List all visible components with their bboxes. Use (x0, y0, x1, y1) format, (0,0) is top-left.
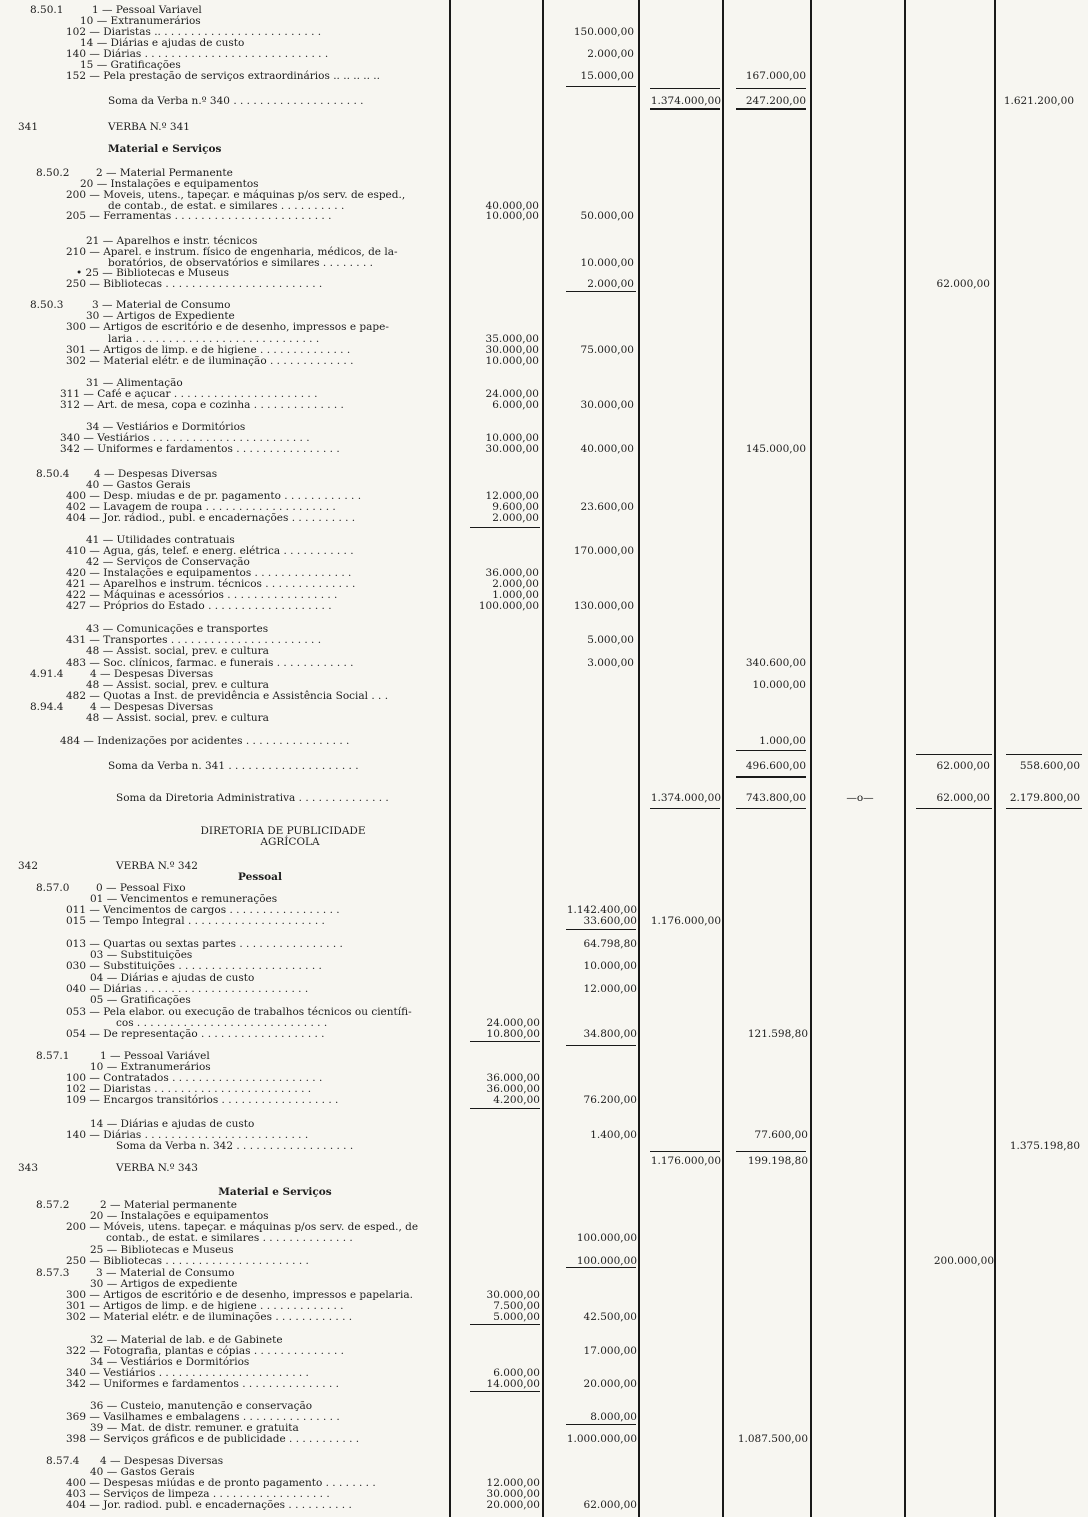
table-cell: 34.800,00 (583, 1028, 637, 1040)
table-cell: 14 — Diárias e ajudas de custo (80, 37, 245, 49)
table-cell: 398 — Serviços gráficos e de publicidade . . . . . . . . . . . (66, 1433, 360, 1445)
table-cell: Material e Serviços (108, 143, 222, 155)
table-cell: 311 — Café e açucar . . . . . . . . . . . . . . . . . . . . . . (60, 388, 318, 400)
table-cell: 10.000,00 (485, 432, 539, 444)
table-cell: 743.800,00 (745, 792, 806, 804)
table-cell: 8.000,00 (590, 1411, 637, 1423)
total-rule (470, 527, 540, 528)
total-rule (470, 1324, 540, 1325)
table-cell: Soma da Verba n. 341 . . . . . . . . . . . . . . . . . . . . (108, 760, 359, 772)
total-rule (566, 291, 636, 292)
table-cell: 100.000,00 (478, 600, 539, 612)
table-cell: 422 — Máquinas e acessórios . . . . . . . . . . . . . . . . . (66, 589, 338, 601)
total-rule (566, 929, 636, 930)
table-cell: 03 — Substituições (90, 949, 193, 961)
table-cell: 1.000,00 (759, 735, 806, 747)
table-cell: 30.000,00 (485, 443, 539, 455)
table-cell: 015 — Tempo Integral . . . . . . . . . . . . . . . . . . . . . (66, 915, 325, 927)
table-cell: 62.000,00 (583, 1499, 637, 1511)
table-row (0, 916, 1088, 927)
table-cell: 1.000.000,00 (566, 1433, 637, 1445)
table-cell: 39 — Mat. de distr. remuner. e gratuita (90, 1422, 299, 1434)
table-cell: 8.50.2 (36, 167, 70, 179)
table-cell: 4 — Despesas Diversas (90, 668, 214, 680)
table-cell: 40 — Gastos Gerais (86, 479, 191, 491)
table-row (0, 713, 1088, 724)
table-cell: 30.000,00 (485, 344, 539, 356)
table-cell: 30.000,00 (580, 399, 634, 411)
table-cell: 50.000,00 (580, 210, 634, 222)
total-rule (566, 1045, 636, 1046)
table-cell: 302 — Material elétr. e de iluminações . . . . . . . . . . . . (66, 1311, 353, 1323)
table-cell: 17.000,00 (583, 1345, 637, 1357)
table-cell: 33.600,00 (583, 915, 637, 927)
table-cell: 40 — Gastos Gerais (90, 1466, 195, 1478)
table-cell: 43 — Comunicações e transportes (86, 623, 269, 635)
table-cell: 040 — Diárias . . . . . . . . . . . . . . . . . . . . . . . . . (66, 983, 309, 995)
table-cell: 10.000,00 (583, 960, 637, 972)
table-cell: 42.500,00 (583, 1311, 637, 1323)
table-cell: 15.000,00 (580, 70, 634, 82)
table-cell: 301 — Artigos de limp. e de higiene . . . . . . . . . . . . . . (66, 344, 351, 356)
table-cell: 62.000,00 (936, 792, 990, 804)
table-cell: 4.91.4 (30, 668, 64, 680)
table-cell: contab., de estat. e similares . . . . . . . . . . . . . . (106, 1232, 353, 1244)
table-cell: 6.000,00 (492, 399, 539, 411)
table-cell: 8.57.1 (36, 1050, 70, 1062)
table-cell: 247.200,00 (745, 95, 806, 107)
table-cell: 558.600,00 (1019, 760, 1080, 772)
table-row (0, 444, 1088, 455)
table-cell: 10.000,00 (580, 257, 634, 269)
table-cell: 2 — Material permanente (100, 1199, 237, 1211)
table-cell: 152 — Pela prestação de serviços extraordinários .. .. .. .. .. (66, 70, 380, 82)
table-cell: 421 — Aparelhos e instrum. técnicos . . . . . . . . . . . . . . (66, 578, 356, 590)
table-cell: 36.000,00 (486, 1072, 540, 1084)
table-cell: 75.000,00 (580, 344, 634, 356)
table-cell: 484 — Indenizações por acidentes . . . . . . . . . . . . . . . . (60, 735, 350, 747)
table-cell: 8.94.4 (30, 701, 64, 713)
table-row (0, 96, 1088, 107)
table-cell: 250 — Bibliotecas . . . . . . . . . . . . . . . . . . . . . . . . (66, 278, 323, 290)
table-cell: 342 (18, 860, 39, 872)
table-cell: 8.57.3 (36, 1267, 70, 1279)
table-cell: 167.000,00 (745, 70, 806, 82)
table-cell: laria . . . . . . . . . . . . . . . . . . . . . . . . . . . . (108, 333, 320, 345)
table-cell: 340 — Vestiários . . . . . . . . . . . . . . . . . . . . . . . (66, 1367, 309, 1379)
table-cell: 200 — Móveis, utens. tapeçar. e máquinas p/os serv. de esped., de (66, 1221, 419, 1233)
table-cell: 76.200,00 (583, 1094, 637, 1106)
table-cell: 8.57.0 (36, 882, 70, 894)
table-row (0, 1095, 1088, 1106)
table-cell: 42 — Serviços de Conservação (86, 556, 250, 568)
table-cell: 340 — Vestiários . . . . . . . . . . . . . . . . . . . . . . . . (60, 432, 310, 444)
table-cell: de contab., de estat. e similares . . . . . . . . . . (108, 200, 345, 212)
table-cell: 4 — Despesas Diversas (100, 1455, 224, 1467)
table-cell: 2.000,00 (492, 578, 539, 590)
table-cell: 342 — Uniformes e fardamentos . . . . . . . . . . . . . . . . (60, 443, 340, 455)
table-cell: 34 — Vestiários e Dormitórios (90, 1356, 250, 1368)
table-cell: 20 — Instalações e equipamentos (90, 1210, 269, 1222)
table-cell: 013 — Quartas ou sextas partes . . . . . . . . . . . . . . . . (66, 938, 343, 950)
table-cell: 3.000,00 (587, 657, 634, 669)
table-row (0, 961, 1088, 972)
total-rule (1006, 754, 1082, 755)
table-cell: 400 — Desp. miudas e de pr. pagamento . . . . . . . . . . . . (66, 490, 362, 502)
table-row (0, 861, 1088, 872)
table-row (0, 995, 1088, 1006)
table-cell: 1.621.200,00 (1003, 95, 1074, 107)
table-cell: 2 — Material Permanente (96, 167, 233, 179)
table-row: DIRETORIA DE PUBLICIDADE (200, 825, 366, 837)
table-cell: 36.000,00 (486, 1083, 540, 1095)
table-cell: 5.000,00 (493, 1311, 540, 1323)
table-cell: Soma da Verba n.º 340 . . . . . . . . . . . . . . . . . . . . (108, 95, 364, 107)
table-cell: 14 — Diárias e ajudas de custo (90, 1118, 255, 1130)
table-cell: 483 — Soc. clínicos, farmac. e funerais . . . . . . . . . . . . (66, 657, 354, 669)
table-cell: 8.50.4 (36, 468, 70, 480)
table-row (0, 1500, 1088, 1511)
table-row (0, 356, 1088, 367)
table-cell: 054 — De representação . . . . . . . . . . . . . . . . . . . (66, 1028, 325, 1040)
table-row: Pessoal (238, 871, 282, 883)
table-cell: 4.200,00 (493, 1094, 540, 1106)
table-row: Soma da Diretoria Administrativa . . . . . . . . . . . . . . 1.374.000,00 743.800,00 —o— 62.000,00 2.179.800,00 (116, 792, 1080, 804)
table-cell: 20.000,00 (583, 1378, 637, 1390)
table-cell: 10 — Extranumerários (80, 15, 201, 27)
table-cell: 8.57.4 (46, 1455, 80, 1467)
total-rule (470, 1391, 540, 1392)
table-cell: 1.400,00 (590, 1129, 637, 1141)
table-cell: 0 — Pessoal Fixo (96, 882, 186, 894)
table-cell: 250 — Bibliotecas . . . . . . . . . . . . . . . . . . . . . . (66, 1255, 309, 1267)
table-cell: 25 — Bibliotecas e Museus (90, 1244, 234, 1256)
table-cell: 1.374.000,00 (650, 95, 721, 107)
table-cell: 24.000,00 (485, 388, 539, 400)
table-row (0, 211, 1088, 222)
table-row (0, 1312, 1088, 1323)
table-cell: 340.600,00 (745, 657, 806, 669)
table-cell: 7.500,00 (493, 1300, 540, 1312)
table-cell: 341 (18, 121, 39, 133)
table-cell: Soma da Diretoria Administrativa . . . . . . . . . . . . . . (116, 792, 389, 804)
table-cell: 30.000,00 (486, 1289, 540, 1301)
table-cell: 1 — Pessoal Variavel (92, 4, 202, 16)
table-cell: VERBA N.º 341 (108, 121, 190, 133)
table-cell: 30 — Artigos de Expediente (86, 310, 235, 322)
table-cell: 4 — Despesas Diversas (90, 701, 214, 713)
table-cell: 1.000,00 (492, 589, 539, 601)
table-cell: 40.000,00 (485, 200, 539, 212)
table-cell: 403 — Serviços de limpeza . . . . . . . . . . . . . . . . . . (66, 1488, 330, 1500)
table-cell: 482 — Quotas a Inst. de previdência e Assistência Social . . . (66, 690, 389, 702)
table-cell: 36 — Custeio, manutenção e conservação (90, 1400, 313, 1412)
total-rule (566, 86, 636, 87)
table-cell: 200 — Moveis, utens., tapeçar. e máquinas p/os serv. de esped., (66, 189, 406, 201)
table-cell: 100 — Contratados . . . . . . . . . . . . . . . . . . . . . . . (66, 1072, 323, 1084)
table-cell: 200.000,00 (933, 1255, 994, 1267)
table-cell: 1.374.000,00 (650, 792, 721, 804)
table-cell: 102 — Diaristas . . . . . . . . . . . . . . . . . . . . . . . . (66, 1083, 312, 1095)
table-cell: 410 — Agua, gás, telef. e energ. elétrica . . . . . . . . . . . (66, 545, 354, 557)
table-cell: 140 — Diárias . . . . . . . . . . . . . . . . . . . . . . . . . (66, 1129, 309, 1141)
table-cell: 030 — Substituições . . . . . . . . . . . . . . . . . . . . . . (66, 960, 322, 972)
table-cell: 8.50.3 (30, 299, 64, 311)
table-cell: 24.000,00 (486, 1017, 540, 1029)
table-cell: 130.000,00 (573, 600, 634, 612)
table-cell: 109 — Encargos transitórios . . . . . . . . . . . . . . . . . . (66, 1094, 339, 1106)
table-cell: 1.176.000,00 (650, 1155, 721, 1167)
total-rule (736, 88, 806, 89)
table-cell: boratórios, de observatórios e similares . . . . . . . . (108, 257, 373, 269)
table-cell: 102 — Diaristas .. . . . . . . . . . . . . . . . . . . . . . . . . (66, 26, 322, 38)
table-cell: 496.600,00 (745, 760, 806, 772)
table-cell: 431 — Transportes . . . . . . . . . . . . . . . . . . . . . . . (66, 634, 322, 646)
table-cell: 1.176.000,00 (650, 915, 721, 927)
table-cell: 12.000,00 (486, 1477, 540, 1489)
table-row (0, 646, 1088, 657)
table-cell: VERBA N.º 343 (116, 1162, 198, 1174)
table-cell: VERBA N.º 342 (116, 860, 198, 872)
table-cell: 140 — Diárias . . . . . . . . . . . . . . . . . . . . . . . . . . . . (66, 48, 329, 60)
table-cell: 21 — Aparelhos e instr. técnicos (86, 235, 258, 247)
table-cell: 402 — Lavagem de roupa . . . . . . . . . . . . . . . . . . . . (66, 501, 336, 513)
table-cell: 35.000,00 (485, 333, 539, 345)
table-cell: 199.198,80 (747, 1155, 808, 1167)
table-cell: 41 — Utilidades contratuais (86, 534, 235, 546)
table-cell: 6.000,00 (493, 1367, 540, 1379)
table-cell: 150.000,00 (573, 26, 634, 38)
table-row (0, 144, 1088, 155)
table-cell: 40.000,00 (580, 443, 634, 455)
table-cell: 12.000,00 (485, 490, 539, 502)
table-cell: 170.000,00 (573, 545, 634, 557)
table-cell: • 25 — Bibliotecas e Museus (76, 267, 230, 279)
table-cell: 20.000,00 (486, 1499, 540, 1511)
table-row (0, 1434, 1088, 1445)
total-rule (736, 750, 806, 751)
table-cell: 32 — Material de lab. e de Gabinete (90, 1334, 283, 1346)
total-rule (650, 88, 720, 89)
table-cell: 30 — Artigos de expediente (90, 1278, 238, 1290)
table-cell: 10.800,00 (486, 1028, 540, 1040)
table-row (0, 601, 1088, 612)
table-row (0, 513, 1088, 524)
table-row (0, 122, 1088, 133)
total-rule (736, 776, 806, 778)
total-rule (736, 808, 806, 809)
table-cell: 10.000,00 (485, 355, 539, 367)
table-row (0, 1379, 1088, 1390)
total-rule (470, 1041, 540, 1042)
table-cell: 05 — Gratificações (90, 994, 191, 1006)
table-cell: 10.000,00 (485, 210, 539, 222)
table-cell: 48 — Assist. social, prev. e cultura (86, 712, 269, 724)
table-cell: 77.600,00 (754, 1129, 808, 1141)
total-rule (650, 108, 720, 110)
table-cell: 322 — Fotografia, plantas e cópias . . . . . . . . . . . . . . (66, 1345, 344, 1357)
table-cell: 301 — Artigos de limp. e de higiene . . . . . . . . . . . . . (66, 1300, 344, 1312)
table-cell: 10.000,00 (752, 679, 806, 691)
table-cell: 2.179.800,00 (1009, 792, 1080, 804)
table-cell: 48 — Assist. social, prev. e cultura (86, 679, 269, 691)
table-cell: 369 — Vasilhames e embalagens . . . . . . . . . . . . . . . (66, 1411, 340, 1423)
table-cell: cos . . . . . . . . . . . . . . . . . . . . . . . . . . . . . (116, 1017, 328, 1029)
table-cell: 62.000,00 (936, 278, 990, 290)
table-row (0, 736, 1088, 747)
total-rule (916, 754, 992, 755)
table-cell: 1.375.198,80 (1009, 1140, 1080, 1152)
table-cell: 400 — Despesas miúdas e de pronto pagamento . . . . . . . . (66, 1477, 376, 1489)
table-cell: 14.000,00 (486, 1378, 540, 1390)
table-row (0, 1141, 1088, 1152)
table-cell: 23.600,00 (580, 501, 634, 513)
table-row (0, 71, 1088, 82)
table-cell: 4 — Despesas Diversas (94, 468, 218, 480)
table-cell: 3 — Material de Consumo (96, 1267, 235, 1279)
table-cell: 302 — Material elétr. e de iluminação . . . . . . . . . . . . . (66, 355, 354, 367)
table-cell: 121.598,80 (747, 1028, 808, 1040)
table-cell: 64.798,80 (583, 938, 637, 950)
total-rule (470, 1108, 540, 1109)
table-cell: 011 — Vencimentos de cargos . . . . . . . . . . . . . . . . . (66, 904, 340, 916)
total-rule (1006, 808, 1082, 809)
table-cell: 48 — Assist. social, prev. e cultura (86, 645, 269, 657)
table-cell: 427 — Próprios do Estado . . . . . . . . . . . . . . . . . . . (66, 600, 332, 612)
table-row (0, 761, 1088, 772)
table-row (0, 279, 1088, 290)
table-cell: 343 (18, 1162, 39, 1174)
table-cell: 8.50.1 (30, 4, 64, 16)
table-cell: 205 — Ferramentas . . . . . . . . . . . . . . . . . . . . . . . . (66, 210, 332, 222)
table-cell: Soma da Verba n. 342 . . . . . . . . . . . . . . . . . . (116, 1140, 354, 1152)
table-cell: 2.000,00 (587, 48, 634, 60)
table-cell: 2.000,00 (492, 512, 539, 524)
table-row (0, 1256, 1088, 1267)
table-cell: 404 — Jor. rádiod., publ. e encadernações . . . . . . . . . . (66, 512, 356, 524)
table-row (0, 322, 1088, 333)
table-cell: 01 — Vencimentos e remunerações (90, 893, 278, 905)
table-cell: 31 — Alimentação (86, 377, 183, 389)
table-cell: 404 — Jor. radiod. publ. e encadernações . . . . . . . . . . (66, 1499, 352, 1511)
table-cell: 36.000,00 (485, 567, 539, 579)
table-cell: 8.57.2 (36, 1199, 70, 1211)
table-cell: 1.087.500,00 (737, 1433, 808, 1445)
table-cell: 1 — Pessoal Variável (100, 1050, 210, 1062)
table-cell: 342 — Uniformes e fardamentos . . . . . . . . . . . . . . . (66, 1378, 339, 1390)
total-rule (650, 808, 720, 809)
table-cell: 30.000,00 (486, 1488, 540, 1500)
table-row (0, 400, 1088, 411)
table-cell: 34 — Vestiários e Dormitórios (86, 421, 246, 433)
table-cell: 04 — Diárias e ajudas de custo (90, 972, 255, 984)
total-rule (916, 808, 992, 809)
total-rule (736, 108, 806, 110)
table-cell: 210 — Aparel. e instrum. físico de engenharia, médicos, de la- (66, 246, 398, 258)
table-row (0, 1029, 1088, 1040)
table-cell: 312 — Art. de mesa, copa e cozinha . . . . . . . . . . . . . . (60, 399, 344, 411)
table-cell: 12.000,00 (583, 983, 637, 995)
table-cell: 145.000,00 (745, 443, 806, 455)
table-cell: 053 — Pela elabor. ou execução de trabalhos técnicos ou científi- (66, 1006, 412, 1018)
table-cell: 15 — Gratificações (80, 59, 181, 71)
table-cell: 5.000,00 (587, 634, 634, 646)
table-row: AGRÍCOLA (260, 836, 320, 848)
table-cell: 100.000,00 (576, 1255, 637, 1267)
table-row (0, 1163, 1088, 1174)
table-cell: 420 — Instalações e equipamentos . . . . . . . . . . . . . . . (66, 567, 352, 579)
table-cell: 10 — Extranumerários (90, 1061, 211, 1073)
table-cell: 62.000,00 (936, 760, 990, 772)
table-cell: 300 — Artigos de escritório e de desenho, impressos e papelaria. (66, 1289, 413, 1301)
table-cell: 300 — Artigos de escritório e de desenho, impressos e pape- (66, 321, 389, 333)
table-cell: 20 — Instalações e equipamentos (80, 178, 259, 190)
table-cell: 100.000,00 (576, 1232, 637, 1244)
table-cell: 3 — Material de Consumo (92, 299, 231, 311)
table-row (0, 1233, 1088, 1244)
table-cell: 9.600,00 (492, 501, 539, 513)
table-cell: 2.000,00 (587, 278, 634, 290)
table-row: Material e Serviços (218, 1186, 332, 1198)
table-cell: 1.142.400,00 (566, 904, 637, 916)
